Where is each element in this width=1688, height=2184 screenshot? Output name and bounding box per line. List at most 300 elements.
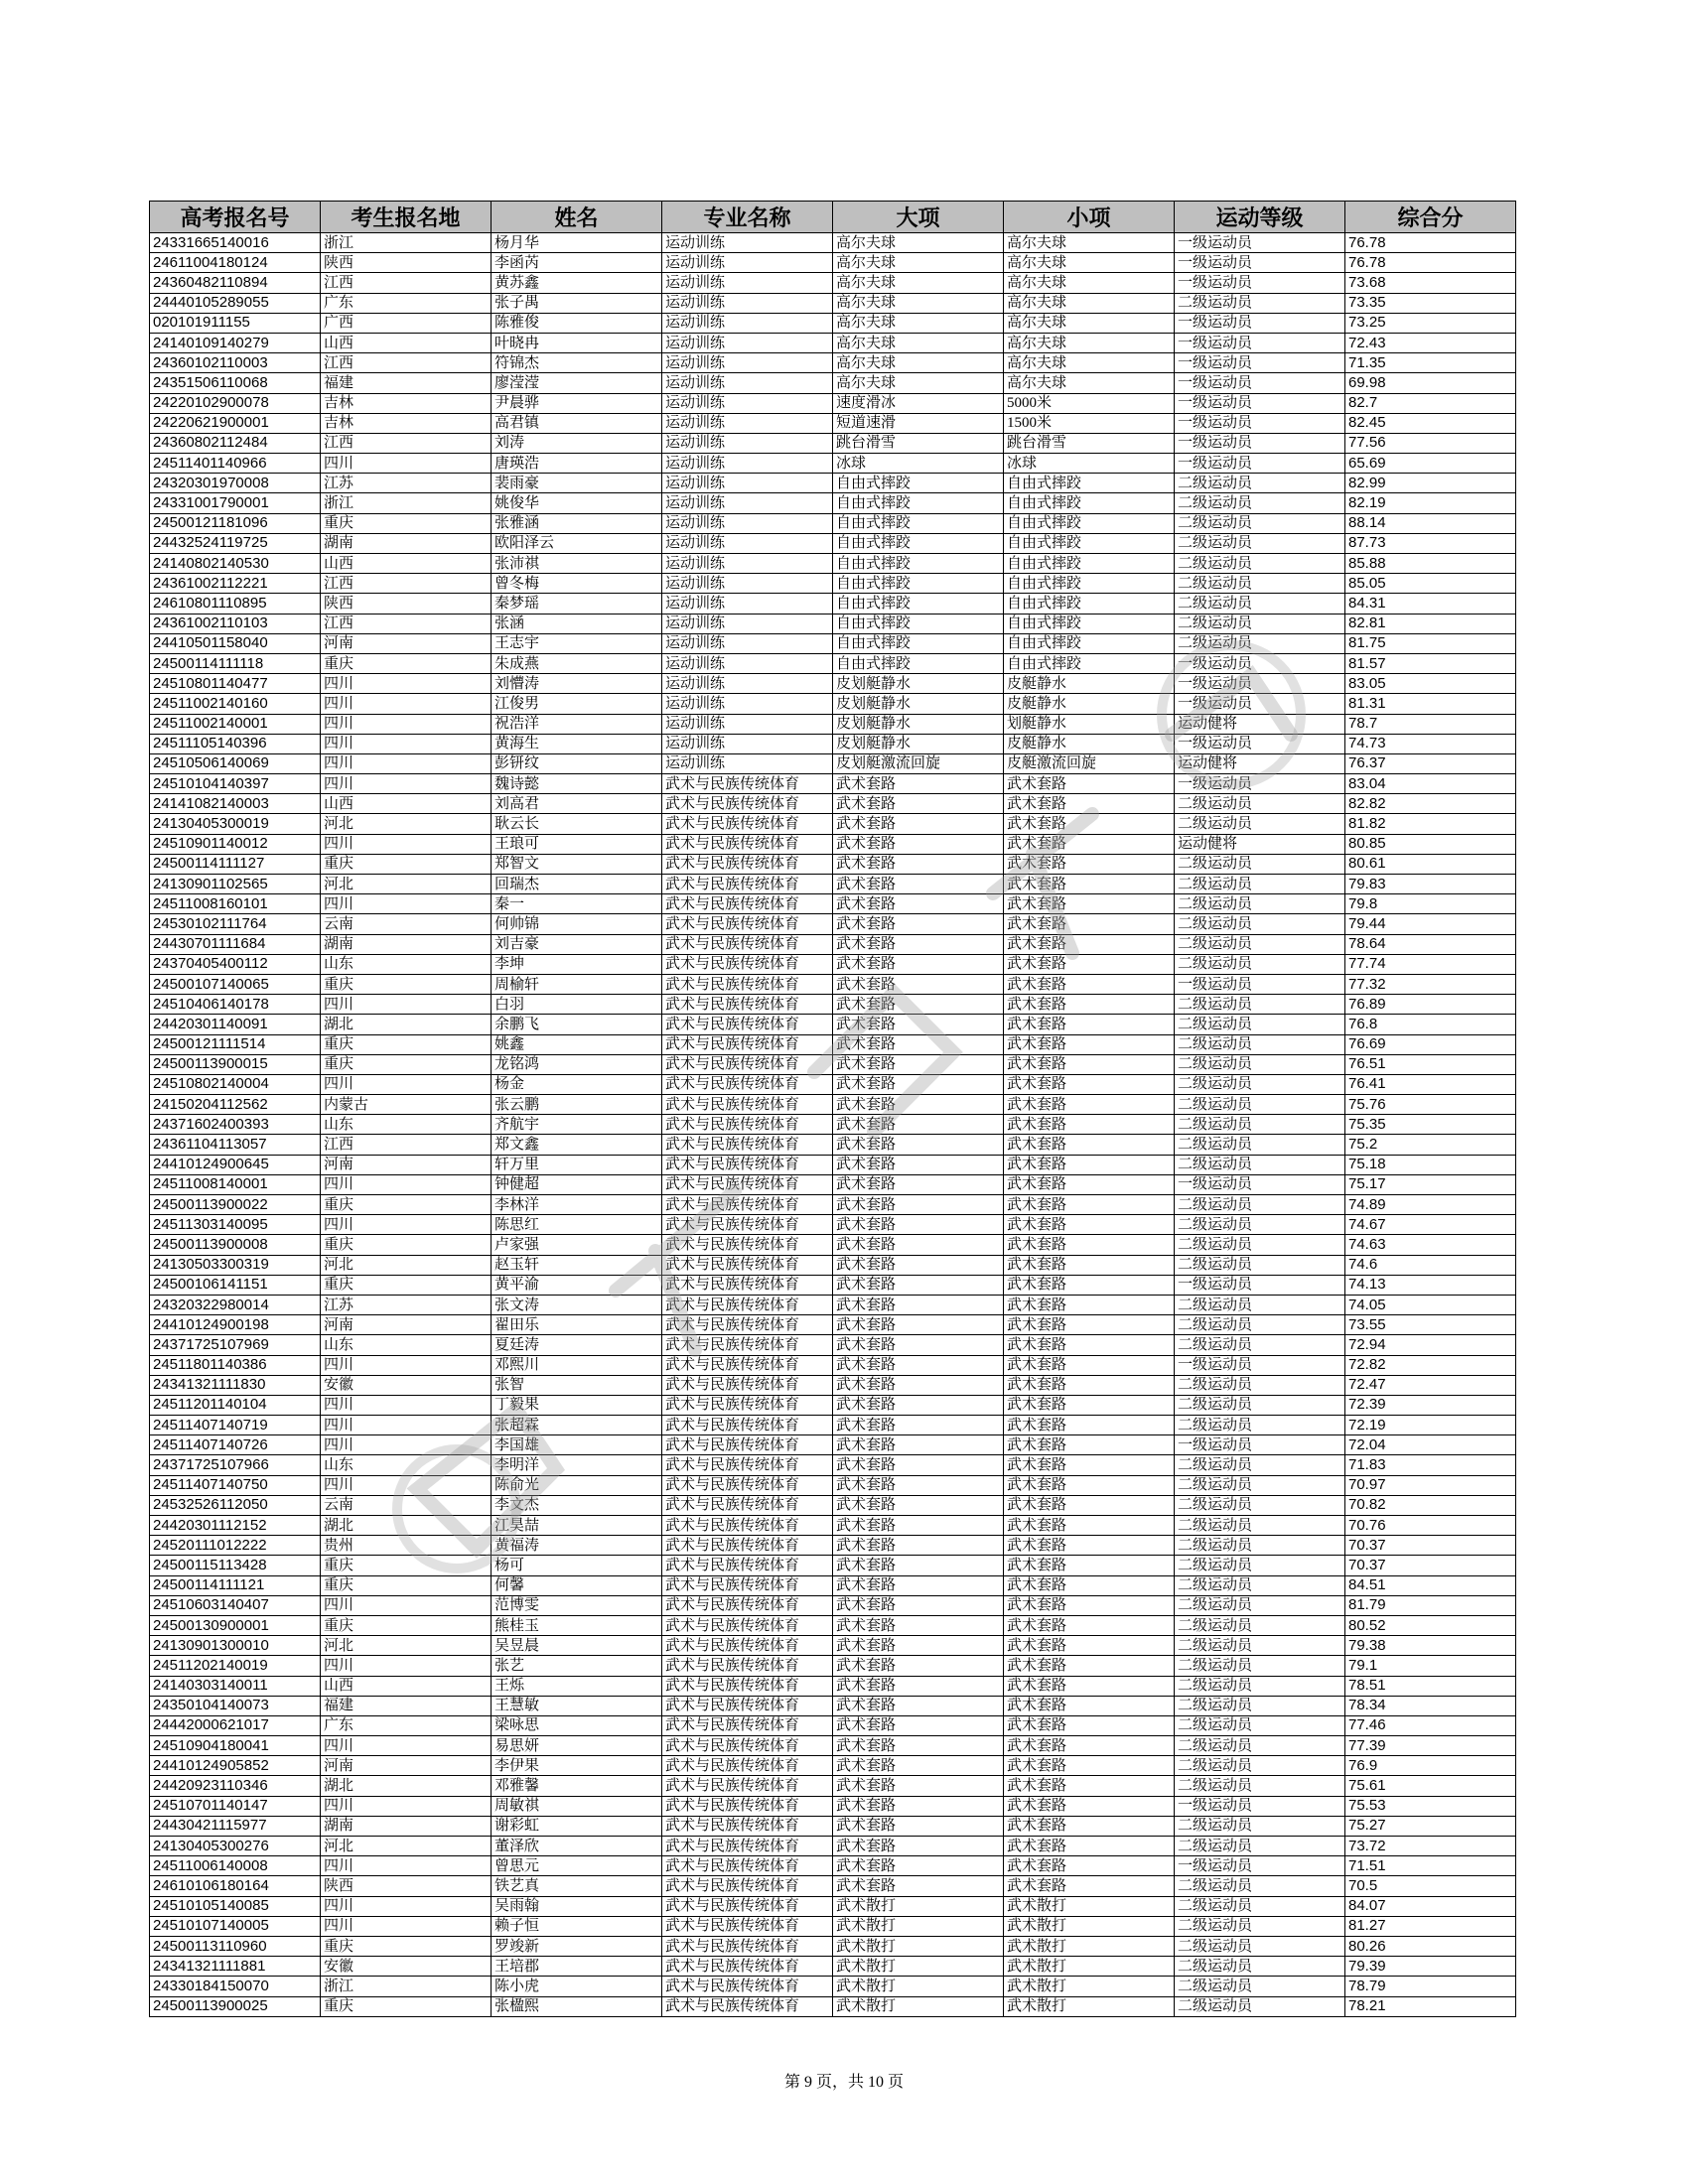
cell-registration-place: 湖北: [321, 1776, 492, 1796]
table-row: [150, 1455, 1516, 1475]
cell-major: 武术与民族传统体育: [662, 1054, 833, 1074]
cell-name: 曾思元: [492, 1856, 662, 1876]
cell-sport-event: 武术套路: [1004, 914, 1175, 934]
cell-sport-event: 武术套路: [1004, 1115, 1175, 1135]
cell-registration-place: 四川: [321, 734, 492, 753]
cell-total-score: 70.5: [1345, 1876, 1516, 1896]
table-row: [150, 373, 1516, 393]
cell-athlete-level: 二级运动员: [1175, 1575, 1345, 1595]
cell-sport-category: 武术套路: [833, 1475, 1004, 1495]
cell-registration-number: 24510701140147: [150, 1796, 321, 1816]
cell-registration-number: 24500113900008: [150, 1235, 321, 1255]
cell-name: 江昊喆: [492, 1516, 662, 1536]
table-row: [150, 533, 1516, 553]
cell-name: 邓雅馨: [492, 1776, 662, 1796]
cell-registration-place: 山东: [321, 1455, 492, 1475]
cell-athlete-level: 二级运动员: [1175, 875, 1345, 894]
table-row: [150, 1736, 1516, 1756]
table-row: [150, 1776, 1516, 1796]
cell-athlete-level: 二级运动员: [1175, 1676, 1345, 1696]
cell-athlete-level: 二级运动员: [1175, 533, 1345, 553]
cell-name: 刘懵涛: [492, 674, 662, 694]
cell-sport-category: 武术套路: [833, 1876, 1004, 1896]
cell-total-score: 72.94: [1345, 1335, 1516, 1355]
table-row: [150, 633, 1516, 653]
cell-total-score: 82.7: [1345, 393, 1516, 413]
cell-sport-event: 高尔夫球: [1004, 353, 1175, 373]
cell-total-score: 65.69: [1345, 454, 1516, 474]
cell-sport-event: 武术套路: [1004, 1876, 1175, 1896]
cell-total-score: 70.37: [1345, 1536, 1516, 1556]
cell-name: 祝浩洋: [492, 714, 662, 734]
table-row: [150, 894, 1516, 914]
table-row: [150, 694, 1516, 714]
cell-name: 张超霖: [492, 1416, 662, 1435]
cell-major: 运动训练: [662, 493, 833, 513]
cell-sport-category: 武术套路: [833, 1395, 1004, 1415]
table-row: [150, 1656, 1516, 1676]
cell-registration-number: 24511105140396: [150, 734, 321, 753]
cell-major: 武术与民族传统体育: [662, 1636, 833, 1656]
cell-total-score: 82.82: [1345, 794, 1516, 814]
cell-athlete-level: 一级运动员: [1175, 1435, 1345, 1455]
cell-total-score: 78.21: [1345, 1996, 1516, 2016]
cell-name: 姚鑫: [492, 1034, 662, 1054]
cell-sport-category: 武术散打: [833, 1977, 1004, 1996]
table-row: [150, 1495, 1516, 1515]
cell-name: 赵玉轩: [492, 1255, 662, 1275]
cell-name: 张智: [492, 1375, 662, 1395]
cell-name: 唐瑛浩: [492, 454, 662, 474]
cell-name: 尹晨骅: [492, 393, 662, 413]
cell-sport-event: 武术套路: [1004, 1736, 1175, 1756]
cell-sport-category: 武术套路: [833, 1315, 1004, 1335]
cell-athlete-level: 二级运动员: [1175, 1074, 1345, 1094]
cell-sport-event: 武术套路: [1004, 1275, 1175, 1295]
cell-registration-place: 陕西: [321, 1876, 492, 1896]
cell-registration-number: 24410501158040: [150, 633, 321, 653]
cell-sport-event: 皮艇静水: [1004, 734, 1175, 753]
cell-registration-place: 四川: [321, 1355, 492, 1375]
cell-registration-number: 24361002110103: [150, 614, 321, 633]
cell-name: 张子禺: [492, 293, 662, 313]
cell-sport-category: 跳台滑雪: [833, 433, 1004, 453]
cell-registration-place: 湖北: [321, 1015, 492, 1034]
cell-athlete-level: 一级运动员: [1175, 413, 1345, 433]
cell-registration-number: 24500106141151: [150, 1275, 321, 1295]
cell-major: 武术与民族传统体育: [662, 834, 833, 854]
cell-registration-place: 安徽: [321, 1375, 492, 1395]
cell-registration-number: 24432524119725: [150, 533, 321, 553]
cell-athlete-level: 二级运动员: [1175, 854, 1345, 874]
cell-name: 杨月华: [492, 233, 662, 253]
cell-major: 武术与民族传统体育: [662, 875, 833, 894]
cell-sport-event: 武术套路: [1004, 894, 1175, 914]
cell-total-score: 74.67: [1345, 1215, 1516, 1235]
cell-major: 武术与民族传统体育: [662, 1135, 833, 1155]
cell-registration-place: 河北: [321, 1837, 492, 1856]
cell-sport-category: 武术套路: [833, 1636, 1004, 1656]
cell-major: 武术与民族传统体育: [662, 1315, 833, 1335]
cell-total-score: 81.27: [1345, 1916, 1516, 1936]
cell-total-score: 80.85: [1345, 834, 1516, 854]
cell-athlete-level: 一级运动员: [1175, 253, 1345, 273]
cell-athlete-level: 一级运动员: [1175, 273, 1345, 293]
cell-total-score: 73.72: [1345, 1837, 1516, 1856]
cell-registration-place: 四川: [321, 834, 492, 854]
cell-name: 陈俞光: [492, 1475, 662, 1495]
cell-name: 张沛祺: [492, 554, 662, 574]
cell-registration-place: 重庆: [321, 1195, 492, 1215]
cell-registration-number: 24500130900001: [150, 1615, 321, 1635]
cell-sport-category: 高尔夫球: [833, 333, 1004, 352]
cell-major: 武术与民族传统体育: [662, 814, 833, 834]
table-row: [150, 1516, 1516, 1536]
cell-athlete-level: 二级运动员: [1175, 1957, 1345, 1977]
table-row: [150, 1816, 1516, 1836]
cell-name: 吴雨翰: [492, 1896, 662, 1916]
cell-sport-event: 武术套路: [1004, 974, 1175, 994]
cell-total-score: 82.19: [1345, 493, 1516, 513]
cell-sport-category: 武术套路: [833, 774, 1004, 794]
table-row: [150, 1796, 1516, 1816]
cell-sport-event: 武术套路: [1004, 1416, 1175, 1435]
cell-registration-place: 湖南: [321, 1816, 492, 1836]
table-row: [150, 1135, 1516, 1155]
cell-name: 董泽欣: [492, 1837, 662, 1856]
cell-major: 运动训练: [662, 533, 833, 553]
cell-registration-place: 江西: [321, 574, 492, 594]
cell-total-score: 83.04: [1345, 774, 1516, 794]
table-row: [150, 454, 1516, 474]
cell-total-score: 88.14: [1345, 513, 1516, 533]
cell-registration-number: 24511008140001: [150, 1174, 321, 1194]
cell-total-score: 84.51: [1345, 1575, 1516, 1595]
cell-name: 李林洋: [492, 1195, 662, 1215]
cell-registration-place: 河南: [321, 1756, 492, 1776]
cell-registration-place: 四川: [321, 1475, 492, 1495]
cell-sport-category: 武术套路: [833, 1495, 1004, 1515]
cell-major: 武术与民族传统体育: [662, 1676, 833, 1696]
cell-athlete-level: 二级运动员: [1175, 1756, 1345, 1776]
cell-athlete-level: 二级运动员: [1175, 794, 1345, 814]
cell-major: 武术与民族传统体育: [662, 1536, 833, 1556]
table-row: [150, 1575, 1516, 1595]
cell-total-score: 72.43: [1345, 333, 1516, 352]
cell-athlete-level: 二级运动员: [1175, 1115, 1345, 1135]
cell-name: 赖子恒: [492, 1916, 662, 1936]
cell-sport-event: 武术套路: [1004, 1315, 1175, 1335]
cell-athlete-level: 二级运动员: [1175, 1495, 1345, 1515]
cell-athlete-level: 二级运动员: [1175, 1034, 1345, 1054]
cell-athlete-level: 二级运动员: [1175, 1516, 1345, 1536]
cell-athlete-level: 二级运动员: [1175, 934, 1345, 954]
cell-registration-number: 24610106180164: [150, 1876, 321, 1896]
cell-sport-category: 武术套路: [833, 1095, 1004, 1115]
cell-total-score: 75.35: [1345, 1115, 1516, 1135]
cell-registration-place: 四川: [321, 1896, 492, 1916]
cell-registration-number: 24511303140095: [150, 1215, 321, 1235]
cell-total-score: 76.8: [1345, 1015, 1516, 1034]
cell-sport-category: 武术套路: [833, 875, 1004, 894]
cell-major: 武术与民族传统体育: [662, 1255, 833, 1275]
cell-sport-category: 武术套路: [833, 1756, 1004, 1776]
cell-registration-place: 四川: [321, 1435, 492, 1455]
cell-total-score: 71.35: [1345, 353, 1516, 373]
cell-sport-event: 高尔夫球: [1004, 293, 1175, 313]
cell-sport-event: 武术散打: [1004, 1916, 1175, 1936]
cell-athlete-level: 二级运动员: [1175, 1315, 1345, 1335]
cell-sport-category: 自由式摔跤: [833, 614, 1004, 633]
cell-total-score: 73.55: [1345, 1315, 1516, 1335]
cell-sport-category: 武术套路: [833, 1335, 1004, 1355]
cell-total-score: 78.79: [1345, 1977, 1516, 1996]
cell-registration-number: 24130901102565: [150, 875, 321, 894]
cell-name: 杨可: [492, 1556, 662, 1575]
cell-sport-event: 武术散打: [1004, 1936, 1175, 1956]
cell-major: 武术与民族传统体育: [662, 1837, 833, 1856]
cell-registration-number: 24350104140073: [150, 1696, 321, 1715]
cell-sport-category: 武术套路: [833, 1375, 1004, 1395]
cell-sport-event: 武术套路: [1004, 1295, 1175, 1314]
cell-registration-number: 24510904180041: [150, 1736, 321, 1756]
cell-major: 武术与民族传统体育: [662, 1776, 833, 1796]
cell-athlete-level: 一级运动员: [1175, 674, 1345, 694]
table-row: [150, 614, 1516, 633]
cell-registration-number: 24410124900198: [150, 1315, 321, 1335]
cell-sport-event: 武术套路: [1004, 1696, 1175, 1715]
table-row: [150, 1556, 1516, 1575]
cell-registration-number: 24520111012222: [150, 1536, 321, 1556]
cell-sport-category: 武术套路: [833, 1837, 1004, 1856]
table-row: [150, 1335, 1516, 1355]
cell-registration-place: 山东: [321, 1335, 492, 1355]
cell-name: 张雅涵: [492, 513, 662, 533]
cell-registration-number: 24430701111684: [150, 934, 321, 954]
cell-registration-place: 山西: [321, 794, 492, 814]
cell-sport-category: 自由式摔跤: [833, 533, 1004, 553]
cell-name: 李明洋: [492, 1455, 662, 1475]
cell-sport-event: 武术套路: [1004, 1856, 1175, 1876]
cell-name: 易思妍: [492, 1736, 662, 1756]
cell-total-score: 76.41: [1345, 1074, 1516, 1094]
cell-athlete-level: 一级运动员: [1175, 393, 1345, 413]
cell-name: 曾冬梅: [492, 574, 662, 594]
cell-sport-event: 武术散打: [1004, 1896, 1175, 1916]
header-athlete-level: 运动等级: [1175, 202, 1345, 233]
cell-total-score: 82.81: [1345, 614, 1516, 633]
cell-major: 运动训练: [662, 694, 833, 714]
cell-sport-event: 跳台滑雪: [1004, 433, 1175, 453]
cell-sport-category: 武术套路: [833, 1215, 1004, 1235]
cell-name: 郑文鑫: [492, 1135, 662, 1155]
cell-name: 邓熙川: [492, 1355, 662, 1375]
cell-athlete-level: 运动健将: [1175, 714, 1345, 734]
cell-registration-place: 河北: [321, 1255, 492, 1275]
cell-registration-place: 湖南: [321, 533, 492, 553]
cell-total-score: 75.17: [1345, 1174, 1516, 1194]
cell-athlete-level: 一级运动员: [1175, 353, 1345, 373]
cell-registration-number: 24510801140477: [150, 674, 321, 694]
cell-sport-event: 自由式摔跤: [1004, 513, 1175, 533]
cell-major: 运动训练: [662, 614, 833, 633]
cell-athlete-level: 一级运动员: [1175, 974, 1345, 994]
cell-name: 廖滢滢: [492, 373, 662, 393]
cell-sport-category: 武术套路: [833, 1516, 1004, 1536]
cell-registration-number: 24371602400393: [150, 1115, 321, 1135]
cell-major: 武术与民族传统体育: [662, 934, 833, 954]
cell-sport-category: 武术套路: [833, 974, 1004, 994]
cell-major: 运动训练: [662, 413, 833, 433]
cell-name: 王琅可: [492, 834, 662, 854]
cell-sport-event: 高尔夫球: [1004, 253, 1175, 273]
cell-registration-place: 四川: [321, 454, 492, 474]
cell-sport-event: 武术套路: [1004, 1235, 1175, 1255]
cell-major: 武术与民族传统体育: [662, 1816, 833, 1836]
cell-registration-number: 24130405300019: [150, 814, 321, 834]
table-row: [150, 1215, 1516, 1235]
cell-total-score: 76.51: [1345, 1054, 1516, 1074]
cell-registration-number: 24420923110346: [150, 1776, 321, 1796]
cell-registration-place: 四川: [321, 1416, 492, 1435]
cell-sport-category: 武术套路: [833, 1074, 1004, 1094]
table-row: [150, 914, 1516, 934]
cell-total-score: 78.51: [1345, 1676, 1516, 1696]
cell-major: 运动训练: [662, 714, 833, 734]
cell-total-score: 77.74: [1345, 954, 1516, 974]
cell-sport-event: 自由式摔跤: [1004, 574, 1175, 594]
cell-athlete-level: 二级运动员: [1175, 1235, 1345, 1255]
table-row: [150, 554, 1516, 574]
cell-major: 武术与民族传统体育: [662, 1715, 833, 1735]
cell-sport-event: 5000米: [1004, 393, 1175, 413]
cell-registration-number: 24130901300010: [150, 1636, 321, 1656]
cell-major: 武术与民族传统体育: [662, 1615, 833, 1635]
cell-registration-number: 24511202140019: [150, 1656, 321, 1676]
cell-name: 白羽: [492, 995, 662, 1015]
cell-total-score: 72.47: [1345, 1375, 1516, 1395]
cell-registration-number: 24510901140012: [150, 834, 321, 854]
table-row: [150, 1054, 1516, 1074]
cell-athlete-level: 二级运动员: [1175, 574, 1345, 594]
cell-registration-place: 四川: [321, 894, 492, 914]
table-row: [150, 1996, 1516, 2016]
cell-total-score: 73.35: [1345, 293, 1516, 313]
cell-athlete-level: 二级运动员: [1175, 474, 1345, 493]
cell-sport-event: 武术套路: [1004, 1615, 1175, 1635]
cell-registration-place: 四川: [321, 753, 492, 773]
cell-sport-category: 武术散打: [833, 1996, 1004, 2016]
cell-major: 武术与民族传统体育: [662, 1155, 833, 1174]
cell-name: 铁艺真: [492, 1876, 662, 1896]
cell-total-score: 81.79: [1345, 1595, 1516, 1615]
cell-name: 周榆轩: [492, 974, 662, 994]
cell-athlete-level: 二级运动员: [1175, 954, 1345, 974]
cell-athlete-level: 二级运动员: [1175, 914, 1345, 934]
header-registration-place: 考生报名地: [321, 202, 492, 233]
header-total-score: 综合分: [1345, 202, 1516, 233]
cell-registration-place: 陕西: [321, 253, 492, 273]
table-row: [150, 1355, 1516, 1375]
cell-registration-place: 河南: [321, 633, 492, 653]
cell-registration-number: 24141082140003: [150, 794, 321, 814]
cell-sport-event: 武术套路: [1004, 875, 1175, 894]
cell-name: 何帅锦: [492, 914, 662, 934]
page-footer: 第 9 页，共 10 页: [783, 2074, 904, 2091]
table-row: [150, 1876, 1516, 1896]
cell-athlete-level: 二级运动员: [1175, 1536, 1345, 1556]
cell-major: 武术与民族传统体育: [662, 954, 833, 974]
cell-athlete-level: 二级运动员: [1175, 1395, 1345, 1415]
cell-sport-category: 武术散打: [833, 1896, 1004, 1916]
cell-major: 武术与民族传统体育: [662, 1896, 833, 1916]
cell-sport-category: 武术套路: [833, 894, 1004, 914]
cell-total-score: 82.99: [1345, 474, 1516, 493]
cell-registration-place: 四川: [321, 774, 492, 794]
cell-name: 王慧敏: [492, 1696, 662, 1715]
cell-athlete-level: 一级运动员: [1175, 333, 1345, 352]
cell-sport-category: 高尔夫球: [833, 233, 1004, 253]
cell-total-score: 70.97: [1345, 1475, 1516, 1495]
cell-name: 钟健超: [492, 1174, 662, 1194]
table-row: [150, 273, 1516, 293]
table-row: [150, 513, 1516, 533]
cell-registration-number: 24371725107969: [150, 1335, 321, 1355]
cell-total-score: 76.69: [1345, 1034, 1516, 1054]
cell-registration-place: 云南: [321, 914, 492, 934]
cell-sport-event: 武术套路: [1004, 1155, 1175, 1174]
cell-sport-category: 武术套路: [833, 1174, 1004, 1194]
cell-registration-place: 重庆: [321, 1936, 492, 1956]
cell-major: 运动训练: [662, 653, 833, 673]
table-row: [150, 313, 1516, 333]
cell-major: 武术与民族传统体育: [662, 1015, 833, 1034]
cell-total-score: 70.76: [1345, 1516, 1516, 1536]
cell-registration-number: 24511002140160: [150, 694, 321, 714]
table-row: [150, 954, 1516, 974]
cell-major: 武术与民族传统体育: [662, 1215, 833, 1235]
cell-registration-place: 重庆: [321, 1275, 492, 1295]
cell-sport-category: 皮划艇静水: [833, 694, 1004, 714]
cell-sport-event: 武术套路: [1004, 1195, 1175, 1215]
cell-sport-event: 武术套路: [1004, 1636, 1175, 1656]
cell-name: 梁咏思: [492, 1715, 662, 1735]
cell-athlete-level: 二级运动员: [1175, 1816, 1345, 1836]
cell-registration-number: 24361002112221: [150, 574, 321, 594]
cell-sport-category: 武术套路: [833, 1235, 1004, 1255]
cell-registration-number: 24511201140104: [150, 1395, 321, 1415]
table-row: [150, 1416, 1516, 1435]
cell-total-score: 77.46: [1345, 1715, 1516, 1735]
cell-total-score: 76.89: [1345, 995, 1516, 1015]
cell-registration-number: 24420301140091: [150, 1015, 321, 1034]
cell-name: 黄平渝: [492, 1275, 662, 1295]
cell-name: 罗竣新: [492, 1936, 662, 1956]
cell-sport-category: 武术套路: [833, 1435, 1004, 1455]
cell-registration-place: 山东: [321, 954, 492, 974]
cell-major: 运动训练: [662, 233, 833, 253]
table-row: [150, 413, 1516, 433]
cell-name: 熊桂玉: [492, 1615, 662, 1635]
cell-registration-number: 24510406140178: [150, 995, 321, 1015]
cell-athlete-level: 二级运动员: [1175, 1556, 1345, 1575]
cell-sport-category: 武术套路: [833, 794, 1004, 814]
cell-sport-event: 武术套路: [1004, 1015, 1175, 1034]
cell-athlete-level: 二级运动员: [1175, 1977, 1345, 1996]
cell-major: 运动训练: [662, 433, 833, 453]
cell-major: 武术与民族传统体育: [662, 1575, 833, 1595]
cell-total-score: 79.38: [1345, 1636, 1516, 1656]
